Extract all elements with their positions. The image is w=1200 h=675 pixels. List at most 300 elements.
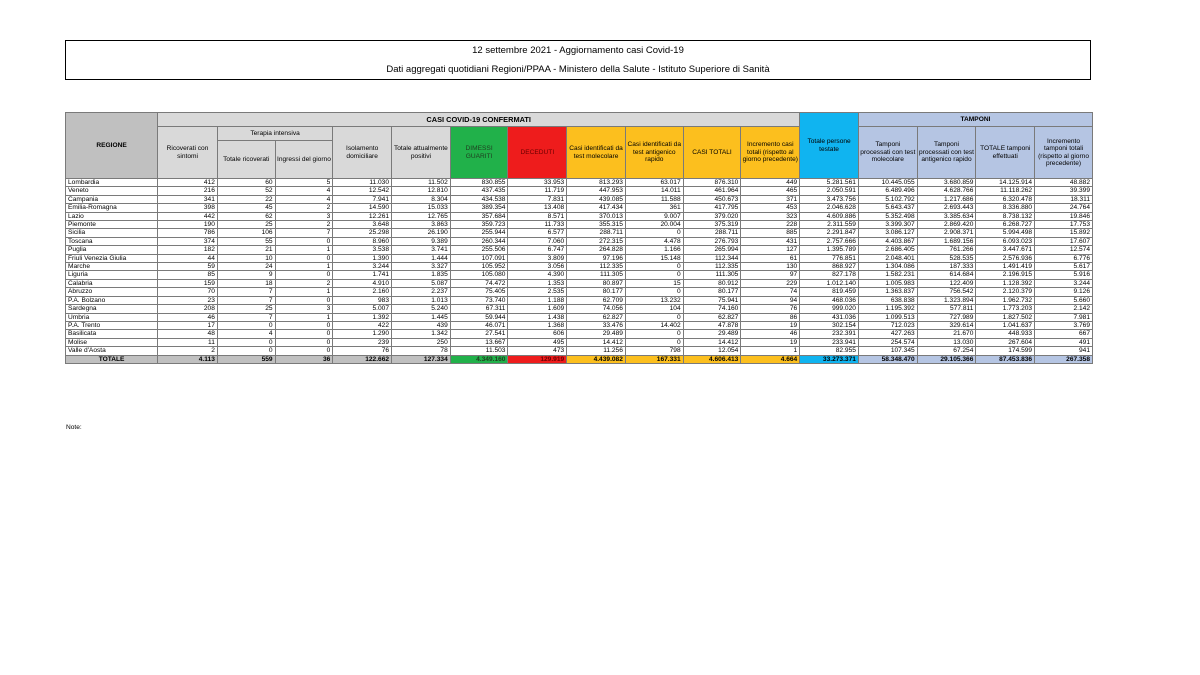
table-cell: 7.831 [508,195,567,203]
table-cell: 0 [217,347,275,355]
header-casi-confermati: CASI COVID-19 CONFERMATI [158,113,800,127]
table-cell: 15.148 [625,254,683,262]
table-cell: 29.105.366 [917,355,976,363]
table-cell: 453 [741,204,800,212]
table-cell: 82.955 [800,347,859,355]
table-cell: 75.941 [683,296,741,304]
table-cell: 76 [741,305,800,313]
table-cell: 6.320.478 [976,195,1035,203]
table-cell: 6.489.496 [858,187,917,195]
table-cell: 2.048.401 [858,254,917,262]
table-cell: 267.358 [1035,355,1093,363]
table-cell: 999.020 [800,305,859,313]
table-cell: 3.769 [1035,321,1093,329]
report-subtitle: Dati aggregati quotidiani Regioni/PPAA - Ministero della Salute - Istituto Superiore di Sanità [386,64,770,75]
table-cell: 9 [217,271,275,279]
table-cell: 577.811 [917,305,976,313]
table-cell: 288.711 [567,229,626,237]
table-cell: 19 [741,321,800,329]
table-cell: 4.390 [508,271,567,279]
table-cell: 379.020 [683,212,741,220]
table-row [66,263,1093,271]
table-cell: 3.741 [392,246,451,254]
table-cell: 355.315 [567,221,626,229]
table-cell: 5.994.498 [976,229,1035,237]
table-cell: 2.237 [392,288,451,296]
table-cell: 14.412 [683,338,741,346]
table-row [66,229,1093,237]
table-cell: 112.335 [683,263,741,271]
table-cell: 12.810 [392,187,451,195]
table-cell: 80.177 [567,288,626,296]
table-cell: 1.445 [392,313,451,321]
table-cell: 3.244 [1035,279,1093,287]
table-cell: 229 [741,279,800,287]
table-row [66,237,1093,245]
table-cell: 6.747 [508,246,567,254]
table-cell: 5.087 [392,279,451,287]
region-name: Calabria [66,279,158,287]
table-cell: 74.056 [567,305,626,313]
table-cell: 74 [741,288,800,296]
table-cell: 265.994 [683,246,741,254]
table-cell: 3.809 [508,254,567,262]
table-cell: 3 [275,305,333,313]
region-name: Toscana [66,237,158,245]
table-cell: 1.217.686 [917,195,976,203]
table-cell: 3 [275,212,333,220]
table-cell: 431.036 [800,313,859,321]
table-row [66,313,1093,321]
table-cell: 250 [392,338,451,346]
table-cell: 48 [158,330,218,338]
header-casi-molecolare: Casi identificati da test molecolare [567,127,626,179]
table-cell: 36 [275,355,333,363]
header-ricoverati: Ricoverati con sintomi [158,127,218,179]
table-cell: 559 [217,355,275,363]
table-cell: 2.908.371 [917,229,976,237]
table-cell: 19 [741,338,800,346]
table-cell: 1.013 [392,296,451,304]
table-cell: 437.435 [450,187,508,195]
table-cell: 86 [741,313,800,321]
covid-data-table [65,112,1093,364]
table-cell: 798 [625,347,683,355]
table-cell: 48.882 [1035,179,1093,187]
table-row [66,179,1093,187]
table-cell: 756.542 [917,288,976,296]
table-cell: 0 [625,263,683,271]
table-cell: 19.846 [1035,212,1093,220]
table-cell: 3.863 [392,221,451,229]
table-cell: 107.091 [450,254,508,262]
table-cell: 4.910 [333,279,392,287]
table-cell: 7.941 [333,195,392,203]
table-cell: 254.574 [858,338,917,346]
table-cell: 868.927 [800,263,859,271]
table-cell: 59 [158,263,218,271]
region-name: Lombardia [66,179,158,187]
table-cell: 1.188 [508,296,567,304]
table-cell: 122.409 [917,279,976,287]
header-totale-positivi: Totale attualmente positivi [392,127,451,179]
table-cell: 112.344 [683,254,741,262]
table-cell: 1.041.637 [976,321,1035,329]
header-deceduti: DECEDUTI [508,127,567,179]
header-tamponi: TAMPONI [858,113,1092,127]
table-cell: 786 [158,229,218,237]
table-cell: 18.311 [1035,195,1093,203]
header-totale-tamponi: TOTALE tamponi effettuati [976,127,1035,179]
table-cell: 12.261 [333,212,392,220]
table-cell: 97.196 [567,254,626,262]
table-cell: 374 [158,237,218,245]
table-cell: 983 [333,296,392,304]
table-cell: 2.757.666 [800,237,859,245]
table-cell: 13.232 [625,296,683,304]
table-cell: 3.086.127 [858,229,917,237]
table-cell: 442 [158,212,218,220]
table-cell: 5.007 [333,305,392,313]
table-cell: 6.268.727 [976,221,1035,229]
table-cell: 448.933 [976,330,1035,338]
table-cell: 44 [158,254,218,262]
table-row [66,195,1093,203]
table-cell: 712.023 [858,321,917,329]
table-cell: 13.667 [450,338,508,346]
table-cell: 255.506 [450,246,508,254]
table-cell: 74.472 [450,279,508,287]
table-cell: 0 [275,321,333,329]
table-cell: 2 [158,347,218,355]
table-cell: 174.599 [976,347,1035,355]
table-cell: 12.054 [683,347,741,355]
table-cell: 13.030 [917,338,976,346]
table-cell: 13.408 [508,204,567,212]
table-cell: 371 [741,195,800,203]
table-cell: 11.502 [392,179,451,187]
table-cell: 15.033 [392,204,451,212]
table-cell: 187.333 [917,263,976,271]
table-cell: 323 [741,212,800,220]
table-cell: 267.604 [976,338,1035,346]
table-cell: 62.827 [683,313,741,321]
table-row [66,271,1093,279]
table-cell: 1.582.231 [858,271,917,279]
table-cell: 329.614 [917,321,976,329]
table-cell: 1.005.983 [858,279,917,287]
table-cell: 528.535 [917,254,976,262]
table-cell: 33.273.371 [800,355,859,363]
table-cell: 122.662 [333,355,392,363]
table-cell: 14.011 [625,187,683,195]
title-box [65,40,1091,80]
table-row [66,246,1093,254]
table-cell: 55 [217,237,275,245]
table-cell: 232.391 [800,330,859,338]
table-cell: 8.336.880 [976,204,1035,212]
table-cell: 1.773.203 [976,305,1035,313]
region-name: Campania [66,195,158,203]
table-cell: 2.311.559 [800,221,859,229]
table-cell: 63.017 [625,179,683,187]
table-cell: 7.981 [1035,313,1093,321]
table-cell: 25.298 [333,229,392,237]
table-cell: 127.334 [392,355,451,363]
table-cell: 4 [275,195,333,203]
table-cell: 1.166 [625,246,683,254]
table-cell: 4.349.160 [450,355,508,363]
region-name: Friuli Venezia Giulia [66,254,158,262]
table-cell: 2.120.379 [976,288,1035,296]
table-cell: 495 [508,338,567,346]
table-cell: 2 [275,204,333,212]
table-cell: 3.680.859 [917,179,976,187]
table-cell: 78 [392,347,451,355]
table-cell: 2.196.915 [976,271,1035,279]
table-cell: 4 [275,187,333,195]
table-cell: 129.919 [508,355,567,363]
table-cell: 389.354 [450,204,508,212]
table-row [66,296,1093,304]
table-cell: 941 [1035,347,1093,355]
header-totale-ricoverati: Totale ricoverati [217,141,275,179]
table-cell: 11.733 [508,221,567,229]
table-cell: 233.941 [800,338,859,346]
table-cell: 1.741 [333,271,392,279]
table-cell: 73.740 [450,296,508,304]
table-cell: 46.071 [450,321,508,329]
table-cell: 638.838 [858,296,917,304]
table-cell: 260.344 [450,237,508,245]
table-cell: 439 [392,321,451,329]
table-cell: 58.348.470 [858,355,917,363]
table-cell: 1.835 [392,271,451,279]
table-cell: 5.643.437 [858,204,917,212]
table-cell: 46 [158,313,218,321]
table-cell: 0 [625,229,683,237]
table-cell: 606 [508,330,567,338]
table-cell: 67.254 [917,347,976,355]
table-cell: 182 [158,246,218,254]
table-cell: 0 [275,254,333,262]
region-name: Emilia-Romagna [66,204,158,212]
table-cell: 341 [158,195,218,203]
table-cell: 4.606.413 [683,355,741,363]
table-row [66,330,1093,338]
table-cell: 62.827 [567,313,626,321]
table-cell: 1.342 [392,330,451,338]
region-name: Sardegna [66,305,158,313]
region-name: Puglia [66,246,158,254]
table-cell: 0 [625,288,683,296]
table-cell: 1.195.392 [858,305,917,313]
table-cell: 29.489 [567,330,626,338]
table-cell: 59.944 [450,313,508,321]
table-cell: 239 [333,338,392,346]
region-name: Valle d'Aosta [66,347,158,355]
region-name: Liguria [66,271,158,279]
table-cell: 830.855 [450,179,508,187]
table-cell: 417.434 [567,204,626,212]
region-name: Sicilia [66,229,158,237]
table-cell: 4.609.886 [800,212,859,220]
table-cell: 1.304.086 [858,263,917,271]
table-cell: 2.869.420 [917,221,976,229]
table-cell: 15 [625,279,683,287]
table-cell: 422 [333,321,392,329]
table-row [66,204,1093,212]
table-cell: 8.304 [392,195,451,203]
table-cell: 1.128.392 [976,279,1035,287]
table-cell: 9.126 [1035,288,1093,296]
table-cell: 25 [217,221,275,229]
table-cell: 18 [217,279,275,287]
table-cell: 3.327 [392,263,451,271]
table-cell: 0 [275,347,333,355]
table-cell: 3.399.307 [858,221,917,229]
table-cell: 12.765 [392,212,451,220]
region-name: P.A. Bolzano [66,296,158,304]
header-incremento-casi: Incremento casi totali (rispetto al giorno precedente) [741,127,800,179]
table-cell: 3.385.634 [917,212,976,220]
table-cell: 1.368 [508,321,567,329]
table-cell: 276.793 [683,237,741,245]
table-cell: 75.405 [450,288,508,296]
table-cell: 0 [625,338,683,346]
table-cell: 361 [625,204,683,212]
table-cell: 4.628.766 [917,187,976,195]
table-cell: 6.577 [508,229,567,237]
table-cell: 1.290 [333,330,392,338]
table-row [66,187,1093,195]
table-cell: 2.576.936 [976,254,1035,262]
table-cell: 5.660 [1035,296,1093,304]
table-cell: 94 [741,296,800,304]
table-cell: 827.178 [800,271,859,279]
header-casi-antigenico: Casi identificati da test antigenico rapido [625,127,683,179]
table-cell: 3.056 [508,263,567,271]
table-cell: 11.719 [508,187,567,195]
table-cell: 3.447.671 [976,246,1035,254]
table-cell: 288.711 [683,229,741,237]
table-cell: 0 [275,330,333,338]
region-name: Marche [66,263,158,271]
region-name: Umbria [66,313,158,321]
table-cell: 761.266 [917,246,976,254]
table-cell: 60 [217,179,275,187]
table-cell: 39.399 [1035,187,1093,195]
header-ingressi-giorno: Ingressi del giorno [275,141,333,179]
table-cell: 4.403.867 [858,237,917,245]
table-cell: 0 [275,271,333,279]
table-cell: 375.319 [683,221,741,229]
table-cell: 468.036 [800,296,859,304]
table-cell: 22 [217,195,275,203]
table-cell: 5.617 [1035,263,1093,271]
table-cell: 17 [158,321,218,329]
table-cell: 1.392 [333,313,392,321]
table-cell: 0 [275,296,333,304]
region-name: P.A. Trento [66,321,158,329]
table-cell: 8.571 [508,212,567,220]
table-cell: 106 [217,229,275,237]
table-cell: 14.412 [567,338,626,346]
table-cell: 21.670 [917,330,976,338]
table-cell: 412 [158,179,218,187]
table-cell: 167.331 [625,355,683,363]
table-cell: 105.080 [450,271,508,279]
table-cell: 0 [625,330,683,338]
table-cell: 5.352.498 [858,212,917,220]
table-cell: 8.960 [333,237,392,245]
table-cell: 2 [275,279,333,287]
table-row [66,254,1093,262]
header-tamponi-molecolare: Tamponi processati con test molecolare [858,127,917,179]
region-name: Veneto [66,187,158,195]
table-cell: 5.102.792 [858,195,917,203]
table-cell: 1 [275,263,333,271]
table-cell: 1.609 [508,305,567,313]
table-cell: 11 [158,338,218,346]
table-cell: 7 [275,229,333,237]
table-cell: 2.142 [1035,305,1093,313]
table-cell: 450.673 [683,195,741,203]
table-cell: 5 [275,179,333,187]
table-cell: 359.723 [450,221,508,229]
region-name: Lazio [66,212,158,220]
table-cell: 21 [217,246,275,254]
table-cell: 1.390 [333,254,392,262]
table-cell: 1.099.513 [858,313,917,321]
table-cell: 1.491.419 [976,263,1035,271]
table-cell: 33.476 [567,321,626,329]
table-cell: 111.305 [567,271,626,279]
table-cell: 2.686.405 [858,246,917,254]
table-cell: 7.060 [508,237,567,245]
header-isolamento: Isolamento domiciliare [333,127,392,179]
table-cell: 1.962.732 [976,296,1035,304]
table-cell: 130 [741,263,800,271]
table-cell: 473 [508,347,567,355]
table-cell: 461.964 [683,187,741,195]
table-cell: 0 [625,313,683,321]
table-cell: 3.244 [333,263,392,271]
table-cell: 776.851 [800,254,859,262]
table-cell: 4.478 [625,237,683,245]
table-cell: 62 [217,212,275,220]
table-cell: 11.030 [333,179,392,187]
table-cell: 1.438 [508,313,567,321]
table-cell: 111.305 [683,271,741,279]
table-cell: 7 [217,296,275,304]
table-cell: 62.709 [567,296,626,304]
table-cell: 3.648 [333,221,392,229]
table-cell: 1.323.894 [917,296,976,304]
table-cell: 302.154 [800,321,859,329]
table-cell: 0 [275,338,333,346]
table-row [66,288,1093,296]
table-cell: 3.473.756 [800,195,859,203]
table-cell: 5.240 [392,305,451,313]
table-cell: 1 [741,347,800,355]
table-cell: 17.753 [1035,221,1093,229]
table-cell: 4.113 [158,355,218,363]
table-cell: 449 [741,179,800,187]
table-cell: 0 [217,338,275,346]
table-cell: 2.050.591 [800,187,859,195]
table-cell: 2.535 [508,288,567,296]
